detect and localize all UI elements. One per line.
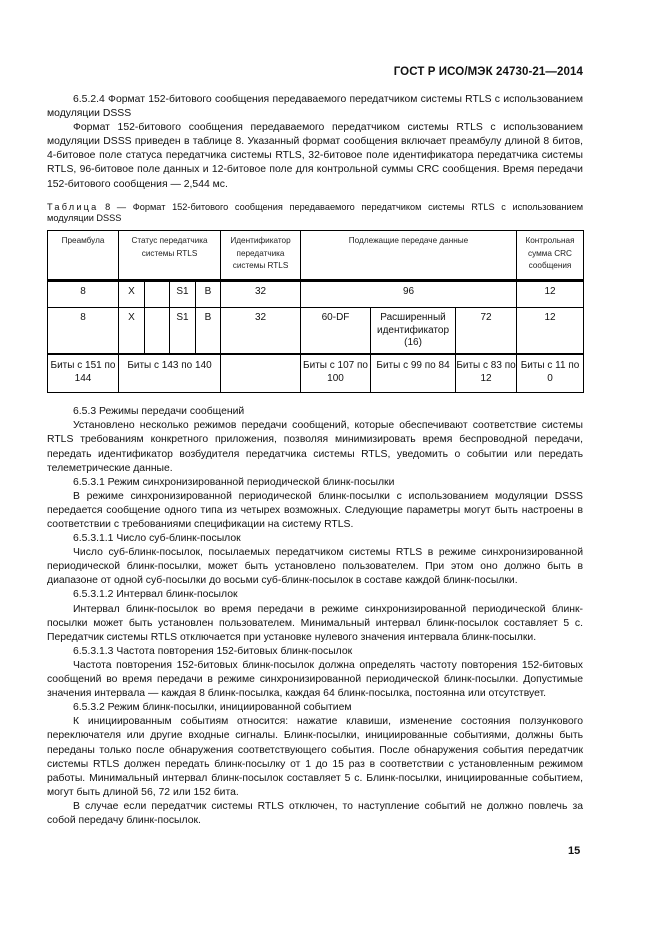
table-row	[48, 308, 584, 355]
section-heading-6-5-3: 6.5.3 Режимы передачи сообщений	[73, 406, 245, 418]
cell-crc: 12	[517, 281, 584, 308]
cell-data: 96	[301, 281, 517, 308]
cell-preamble: 8	[48, 308, 119, 355]
table-caption-text: 8 — Формат 152-битового сообщения передаваемого передатчиком системы RTLS с использованием модуляции DSSS	[47, 201, 584, 223]
page-number: 15	[568, 845, 581, 857]
cell-data-60df: 60-DF	[301, 308, 371, 355]
cell-status-blank	[145, 281, 170, 308]
cell-status-b: B	[196, 281, 221, 308]
cell-bits-identifier	[221, 354, 301, 393]
cell-bits-crc: Биты с 11 по 0	[517, 354, 584, 393]
cell-status-blank	[145, 308, 170, 355]
table-caption	[47, 202, 583, 225]
cell-status-s1: S1	[170, 281, 196, 308]
cell-data-extended-id: Расширенный идентификатор (16)	[371, 308, 456, 355]
header-status: Статус передатчика системы RTLS	[119, 231, 221, 281]
section-body-6-5-3-2-b: В случае если передатчик системы RTLS отключен, то наступление событий не должно повлечь за собой передачу блинк-посылок.	[47, 800, 583, 826]
section-body-6-5-3-1-3: Частота повторения 152-битовых блинк-посылок должна определять частоту повторения 152-битовых сообщений во время передачи в режиме синхронизированной периодической блинк-посылки. Допустимые значения интервала — каждая 8 блинк-посылка, каждая 64 блинк-посылка, постоянна или отсутствует.	[47, 659, 583, 700]
cell-status-x: X	[119, 308, 145, 355]
section-heading-6-5-3-1-3: 6.5.3.1.3 Частота повторения 152-битовых блинк-посылок	[73, 645, 353, 657]
table-row	[48, 281, 584, 308]
message-format-table	[47, 230, 584, 393]
table-row	[48, 354, 584, 393]
table-header-row	[48, 231, 584, 281]
cell-data-72: 72	[456, 308, 517, 355]
section-body-6-5-3-1: В режиме синхронизированной периодической блинк-посылки с использованием модуляции DSSS передается сообщение одного типа из четырех возможных. Следующие параметры могут быть настроены в соответствии с требованиями спецификации на систему RTLS.	[47, 490, 583, 530]
header-preamble: Преамбула	[48, 231, 119, 281]
header-crc: Контрольная сумма CRC сообщения	[517, 231, 584, 281]
cell-bits-status: Биты с 143 по 140	[119, 354, 221, 393]
cell-bits-data-3: Биты с 83 по 12	[456, 354, 517, 393]
section-body-6-5-3-1-1: Число суб-блинк-посылок, посылаемых передатчиком системы RTLS в режиме синхронизированной периодической блинк-посылки, может быть установлено пользователем. При этом оно должно быть в диапазоне от одной суб-посылки до восьми суб-блинк-посылок в составе каждой блинк-посылки.	[47, 547, 583, 587]
cell-identifier: 32	[221, 281, 301, 308]
cell-bits-preamble: Биты с 151 по 144	[48, 354, 119, 393]
cell-status-x: X	[119, 281, 145, 308]
cell-status-b: B	[196, 308, 221, 355]
cell-identifier: 32	[221, 308, 301, 355]
section-body-6-5-3: Установлено несколько режимов передачи сообщений, которые обеспечивают соответствие системы RTLS требованиям конкретного приложения, позволяя минимизировать время беспроводной передачи, передать идентификатор возбудителя передатчика системы RTLS, уведомить о событии или передать телеметрические данные.	[47, 420, 583, 474]
table-caption-label: Таблица	[47, 201, 99, 212]
section-heading-6-5-2-4: 6.5.2.4 Формат 152-битового сообщения передаваемого передатчиком системы RTLS с использованием модуляции DSSS	[47, 94, 583, 120]
section-heading-6-5-3-1: 6.5.3.1 Режим синхронизированной периодической блинк-посылки	[73, 476, 395, 488]
page-content	[47, 93, 583, 828]
cell-preamble: 8	[48, 281, 119, 308]
section-heading-6-5-3-1-1: 6.5.3.1.1 Число суб-блинк-посылок	[73, 533, 241, 545]
cell-bits-data-2: Биты с 99 по 84	[371, 354, 456, 393]
cell-crc: 12	[517, 308, 584, 355]
cell-status-s1: S1	[170, 308, 196, 355]
header-data: Подлежащие передаче данные	[301, 231, 517, 281]
cell-bits-data-1: Биты с 107 по 100	[301, 354, 371, 393]
section-body-6-5-2-4: Формат 152-битового сообщения передаваемого передатчиком системы RTLS с использованием модуляции DSSS приведен в таблице 8. Указанный формат сообщения включает преамбулу длиной 8 битов, 4-битовое поле статуса передатчика системы RTLS, 32-битовое поле идентификатора передатчика системы RTLS, 96-битовое поле данных и 12-битовое поле для контрольной суммы CRC сообщения. Время передачи 152-битового сообщения — 2,544 мс.	[47, 122, 583, 190]
header-identifier: Идентификатор передатчика системы RTLS	[221, 231, 301, 281]
section-body-6-5-3-2-a: К инициированным событиям относится: нажатие клавиши, изменение состояния ползункового переключателя или другие входные сигналы. Блинк-посылки, инициированные событиями, должны быть переданы только после обнаружения соответствующего события. После обнаружения события передатчик системы RTLS должен передать блинк-посылку от 1 до 15 раз в соответствии с установленным режимом работы. Минимальный интервал блинк-посылок составляет 5 с. Блинк-посылки, инициированные событием, могут быть длиной 56, 72 или 152 бита.	[47, 716, 583, 798]
section-body-6-5-3-1-2: Интервал блинк-посылок во время передачи в режиме синхронизированной периодической блинк-посылки может быть установлен пользователем. Минимальный интервал блинк-посылок составляет 5 с. Передатчик системы RTLS отключается при установке нулевого значения интервала блинк-посылки.	[47, 603, 583, 643]
document-standard-header: ГОСТ Р ИСО/МЭК 24730-21—2014	[393, 66, 583, 78]
section-heading-6-5-3-1-2: 6.5.3.1.2 Интервал блинк-посылок	[73, 589, 238, 601]
section-heading-6-5-3-2: 6.5.3.2 Режим блинк-посылки, инициированной событием	[73, 702, 352, 714]
